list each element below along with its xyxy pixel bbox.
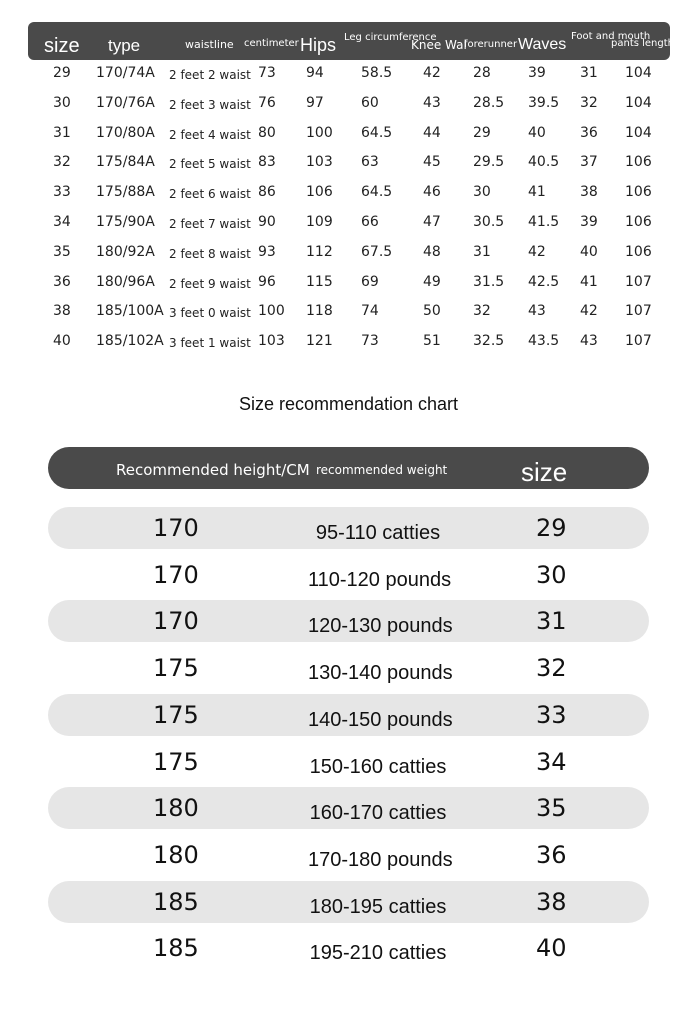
cell-leg: 64.5 (361, 124, 393, 141)
cell-type: 170/80A (96, 124, 155, 141)
cell-waistline: 2 feet 9 waist (169, 276, 251, 291)
cell-waistline: 2 feet 3 waist (169, 97, 251, 112)
cell-knee: 42 (423, 65, 441, 81)
cell-waves: 39 (528, 65, 546, 81)
cell-pants-length: 107 (625, 303, 652, 320)
size-table-body (28, 60, 670, 358)
cell-rec-size: 30 (536, 560, 567, 589)
cell-leg: 64.5 (361, 184, 393, 201)
cell-rec-size: 35 (536, 794, 567, 823)
cell-rec-weight: 130-140 pounds (308, 662, 453, 685)
cell-forerunner: 31 (473, 243, 491, 260)
cell-hips: 109 (306, 213, 333, 230)
cell-leg: 66 (361, 213, 379, 230)
cell-forerunner: 30 (473, 184, 491, 201)
cell-type: 180/92A (96, 243, 155, 260)
cell-rec-size: 38 (536, 887, 567, 916)
header-centimeter: centimeter (244, 38, 299, 49)
header-type: type (108, 36, 141, 55)
cell-centimeter: 76 (258, 94, 276, 111)
cell-rec-weight: 195-210 catties (309, 942, 447, 965)
header-rec-size: size (521, 457, 568, 487)
cell-size: 30 (53, 94, 71, 111)
cell-pants-length: 107 (625, 333, 652, 350)
recommendation-row (48, 554, 649, 596)
header-size: size (44, 35, 80, 57)
cell-type: 170/76A (96, 94, 155, 111)
cell-waistline: 2 feet 4 waist (169, 127, 251, 142)
cell-hips: 112 (306, 243, 333, 260)
cell-size: 40 (53, 333, 71, 350)
cell-knee: 51 (423, 333, 441, 350)
cell-rec-size: 31 (536, 607, 567, 636)
cell-type: 175/88A (96, 184, 155, 201)
cell-waistline: 2 feet 5 waist (169, 157, 251, 172)
cell-pants-length: 106 (625, 154, 652, 171)
table-row (28, 239, 670, 269)
cell-rec-height: 175 (153, 700, 199, 729)
size-table (28, 22, 674, 358)
table-row (28, 179, 670, 209)
header-waistline: waistline (185, 38, 234, 51)
cell-leg: 69 (361, 273, 379, 290)
cell-rec-weight: 170-180 pounds (308, 848, 453, 871)
cell-centimeter: 86 (258, 184, 276, 201)
recommendation-row (48, 787, 649, 829)
cell-type: 185/100A (96, 303, 164, 320)
cell-forerunner: 32.5 (473, 333, 505, 350)
cell-waves: 40.5 (528, 154, 560, 171)
cell-waistline: 3 feet 1 waist (169, 336, 251, 351)
cell-size: 31 (53, 124, 71, 141)
cell-rec-height: 175 (153, 654, 199, 683)
cell-foot-mouth: 36 (580, 124, 598, 141)
table-row (28, 60, 670, 90)
header-forerunner: forerunner (464, 39, 518, 50)
cell-pants-length: 104 (625, 65, 652, 81)
cell-knee: 46 (423, 184, 441, 201)
header-hips: Hips (300, 35, 337, 55)
cell-size: 36 (53, 273, 71, 290)
cell-rec-size: 40 (536, 934, 567, 963)
cell-leg: 74 (361, 303, 379, 320)
cell-centimeter: 83 (258, 154, 276, 171)
table-row (28, 90, 670, 120)
cell-leg: 58.5 (361, 65, 393, 81)
cell-rec-height: 180 (153, 840, 199, 869)
cell-centimeter: 93 (258, 243, 276, 260)
cell-rec-weight: 180-195 catties (309, 895, 447, 918)
cell-rec-size: 32 (536, 654, 567, 683)
cell-type: 175/84A (96, 154, 155, 171)
table-row (28, 298, 670, 328)
cell-rec-weight: 95-110 catties (315, 522, 441, 544)
cell-type: 180/96A (96, 273, 155, 290)
cell-rec-height: 185 (153, 934, 199, 963)
cell-pants-length: 106 (625, 184, 652, 201)
table-row (28, 328, 670, 358)
cell-rec-size: 36 (536, 840, 567, 869)
recommendation-row (48, 881, 649, 923)
cell-foot-mouth: 39 (580, 213, 598, 230)
cell-foot-mouth: 31 (580, 65, 598, 81)
recommendation-row (48, 927, 649, 969)
cell-foot-mouth: 37 (580, 154, 598, 171)
cell-rec-size: 34 (536, 747, 567, 776)
cell-waves: 39.5 (528, 94, 560, 111)
recommendation-header (48, 447, 649, 489)
cell-foot-mouth: 43 (580, 333, 598, 350)
cell-centimeter: 90 (258, 213, 276, 230)
cell-knee: 43 (423, 94, 441, 111)
cell-centimeter: 96 (258, 273, 276, 290)
cell-rec-weight: 160-170 catties (309, 802, 447, 825)
cell-hips: 100 (306, 124, 333, 141)
cell-waves: 42.5 (528, 273, 560, 290)
cell-centimeter: 103 (258, 333, 285, 350)
cell-waves: 43.5 (528, 333, 560, 350)
cell-knee: 44 (423, 124, 441, 141)
cell-leg: 67.5 (361, 243, 393, 260)
cell-size: 34 (53, 213, 71, 230)
cell-forerunner: 32 (473, 303, 491, 320)
recommendation-row (48, 507, 649, 549)
cell-size: 33 (53, 184, 71, 201)
cell-rec-height: 185 (153, 887, 199, 916)
recommendation-row (48, 834, 649, 876)
cell-type: 185/102A (96, 333, 164, 350)
cell-waves: 43 (528, 303, 546, 320)
cell-centimeter: 100 (258, 303, 285, 320)
cell-foot-mouth: 41 (580, 273, 598, 290)
cell-rec-height: 180 (153, 794, 199, 823)
cell-size: 29 (53, 65, 71, 81)
header-foot-mouth: Foot and mouth (571, 31, 651, 42)
cell-hips: 97 (306, 94, 324, 111)
cell-knee: 47 (423, 213, 441, 230)
cell-forerunner: 29.5 (473, 154, 505, 171)
cell-foot-mouth: 40 (580, 243, 598, 260)
cell-rec-height: 175 (153, 747, 199, 776)
cell-hips: 94 (306, 65, 324, 81)
header-pants-length: pants length (611, 38, 674, 49)
cell-foot-mouth: 38 (580, 184, 598, 201)
cell-pants-length: 107 (625, 273, 652, 290)
cell-waistline: 3 feet 0 waist (169, 306, 251, 321)
cell-hips: 103 (306, 154, 333, 171)
cell-waistline: 2 feet 2 waist (169, 68, 251, 82)
header-waves: Waves (518, 36, 567, 53)
cell-forerunner: 29 (473, 124, 491, 141)
cell-rec-height: 170 (153, 560, 199, 589)
cell-knee: 45 (423, 154, 441, 171)
cell-pants-length: 106 (625, 213, 652, 230)
cell-size: 35 (53, 243, 71, 260)
cell-hips: 121 (306, 333, 333, 350)
header-recommended-height: Recommended height/CM (116, 461, 310, 479)
cell-foot-mouth: 42 (580, 303, 598, 320)
cell-waistline: 2 feet 6 waist (169, 187, 251, 202)
cell-pants-length: 104 (625, 124, 652, 141)
cell-waistline: 2 feet 7 waist (169, 216, 251, 231)
cell-knee: 49 (423, 273, 441, 290)
cell-forerunner: 31.5 (473, 273, 505, 290)
cell-rec-height: 170 (153, 514, 199, 542)
cell-forerunner: 28.5 (473, 94, 505, 111)
cell-leg: 60 (361, 94, 379, 111)
cell-waistline: 2 feet 8 waist (169, 246, 251, 261)
recommendation-title: Size recommendation chart (238, 394, 459, 414)
cell-centimeter: 80 (258, 124, 276, 141)
cell-leg: 73 (361, 333, 379, 350)
cell-hips: 106 (306, 184, 333, 201)
header-leg-circumference: Leg circumference (344, 32, 437, 43)
cell-size: 32 (53, 154, 71, 171)
cell-rec-size: 29 (536, 514, 567, 542)
cell-leg: 63 (361, 154, 379, 171)
cell-type: 175/90A (96, 213, 155, 230)
table-row (28, 209, 670, 239)
cell-rec-size: 33 (536, 700, 567, 729)
table-row (28, 149, 670, 179)
cell-pants-length: 104 (625, 94, 652, 111)
cell-waves: 41 (528, 184, 546, 201)
cell-size: 38 (53, 303, 71, 320)
cell-forerunner: 30.5 (473, 213, 505, 230)
recommendation-row (48, 741, 649, 783)
recommendation-row (48, 647, 649, 689)
cell-waves: 40 (528, 124, 546, 141)
header-recommended-weight: recommended weight (316, 463, 448, 477)
table-row (28, 269, 670, 299)
cell-rec-weight: 150-160 catties (309, 755, 447, 778)
table-row (28, 120, 670, 150)
size-table-header (28, 22, 674, 60)
cell-centimeter: 73 (258, 65, 276, 81)
recommendation-row (48, 600, 649, 642)
recommendation-row (48, 694, 649, 736)
cell-foot-mouth: 32 (580, 94, 598, 111)
cell-rec-height: 170 (153, 607, 199, 636)
cell-pants-length: 106 (625, 243, 652, 260)
cell-waves: 42 (528, 243, 546, 260)
cell-waves: 41.5 (528, 213, 560, 230)
cell-forerunner: 28 (473, 65, 491, 81)
header-knee: Knee Wai (411, 38, 467, 52)
cell-rec-weight: 110-120 pounds (308, 568, 452, 591)
cell-hips: 118 (306, 303, 333, 320)
cell-type: 170/74A (96, 65, 155, 81)
cell-knee: 48 (423, 243, 441, 260)
cell-knee: 50 (423, 303, 441, 320)
cell-hips: 115 (306, 273, 333, 290)
cell-rec-weight: 140-150 pounds (308, 708, 453, 731)
cell-rec-weight: 120-130 pounds (308, 615, 453, 638)
